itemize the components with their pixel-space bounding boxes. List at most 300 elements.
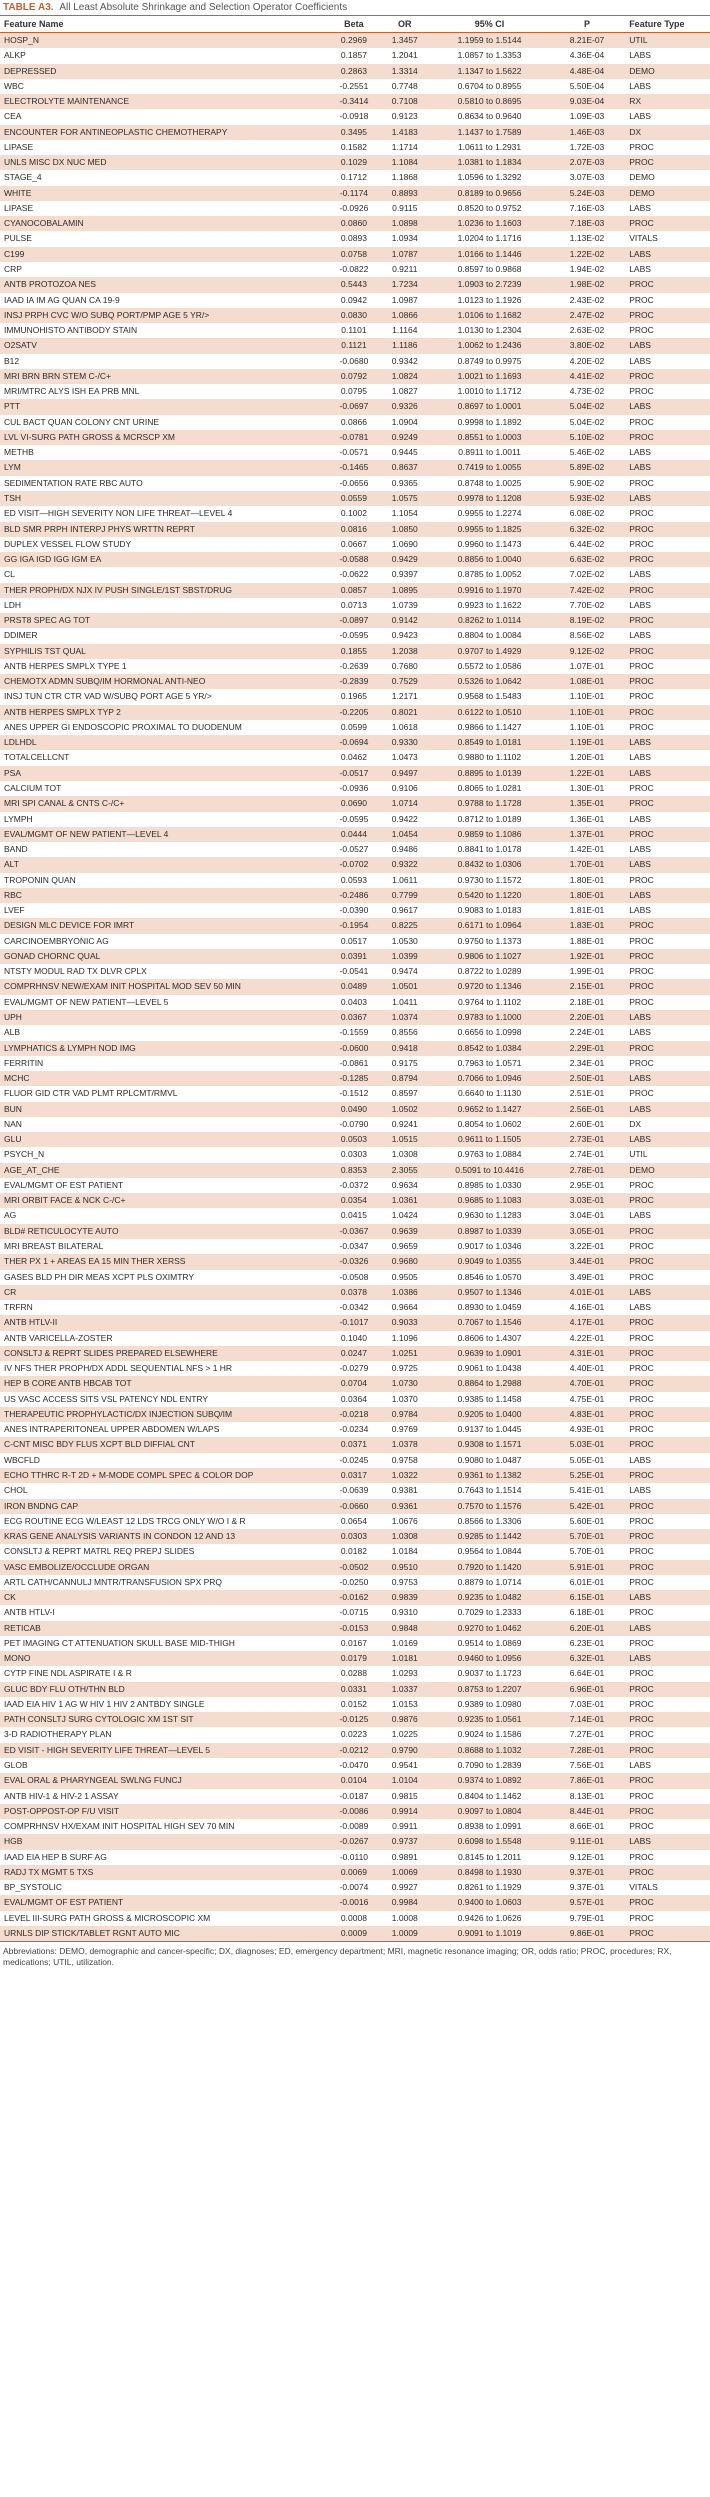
cell-feature-type: PROC [625,277,710,292]
cell-beta: 0.0104 [329,1773,380,1788]
cell-feature-name: NTSTY MODUL RAD TX DLVR CPLX [0,964,329,979]
cell-ci: 0.8864 to 1.2988 [430,1376,549,1391]
cell-ci: 1.0857 to 1.3353 [430,48,549,63]
cell-feature-name: MCHC [0,1071,329,1086]
cell-beta: 0.3495 [329,125,380,140]
cell-feature-type: LABS [625,766,710,781]
cell-ci: 0.8938 to 1.0991 [430,1819,549,1834]
cell-beta: 0.0247 [329,1346,380,1361]
cell-beta: -0.0541 [329,964,380,979]
cell-feature-name: ED VISIT - HIGH SEVERITY LIFE THREAT—LEVEL 5 [0,1743,329,1758]
cell-ci: 0.9507 to 1.1346 [430,1285,549,1300]
table-row [0,94,710,109]
cell-ci: 0.9955 to 1.2274 [430,506,549,521]
cell-feature-type: PROC [625,1086,710,1101]
cell-feature-name: ANTB PROTOZOA NES [0,277,329,292]
cell-feature-type: PROC [625,949,710,964]
cell-beta: -0.0600 [329,1041,380,1056]
table-row [0,1666,710,1681]
cell-or: 1.0904 [379,415,430,430]
cell-or: 1.0502 [379,1102,430,1117]
cell-or: 1.0104 [379,1773,430,1788]
cell-feature-name: AGE_AT_CHE [0,1163,329,1178]
table-row [0,399,710,414]
table-row [0,140,710,155]
cell-beta: -0.0250 [329,1575,380,1590]
cell-feature-type: LABS [625,354,710,369]
cell-feature-type: LABS [625,48,710,63]
cell-ci: 0.8879 to 1.0714 [430,1575,549,1590]
cell-feature-type: PROC [625,1361,710,1376]
cell-or: 0.9839 [379,1590,430,1605]
cell-feature-type: PROC [625,1437,710,1452]
cell-p: 4.40E-01 [549,1361,625,1376]
cell-feature-type: PROC [625,1041,710,1056]
cell-p: 1.99E-01 [549,964,625,979]
cell-beta: 0.0317 [329,1468,380,1483]
table-row [0,1651,710,1666]
cell-ci: 0.7920 to 1.1420 [430,1560,549,1575]
cell-feature-type: PROC [625,1560,710,1575]
table-row [0,201,710,216]
cell-feature-name: POST-OPPOST-OP F/U VISIT [0,1804,329,1819]
cell-ci: 0.8688 to 1.1032 [430,1743,549,1758]
table-row [0,1315,710,1330]
cell-or: 0.9486 [379,842,430,857]
table-row [0,125,710,140]
cell-or: 0.9361 [379,1499,430,1514]
cell-feature-type: PROC [625,1499,710,1514]
cell-p: 1.10E-01 [549,705,625,720]
cell-p: 7.02E-02 [549,567,625,582]
cell-feature-name: URNLS DIP STICK/TABLET RGNT AUTO MIC [0,1926,329,1941]
cell-p: 2.60E-01 [549,1117,625,1132]
cell-ci: 0.9235 to 1.0561 [430,1712,549,1727]
cell-feature-type: UTIL [625,1147,710,1162]
cell-or: 1.0611 [379,873,430,888]
cell-ci: 0.8432 to 1.0306 [430,857,549,872]
cell-beta: 0.1040 [329,1331,380,1346]
cell-p: 3.05E-01 [549,1224,625,1239]
cell-feature-type: LABS [625,1834,710,1849]
cell-or: 1.0399 [379,949,430,964]
cell-ci: 0.9763 to 1.0884 [430,1147,549,1162]
cell-beta: 0.1965 [329,689,380,704]
cell-feature-name: TRFRN [0,1300,329,1315]
cell-beta: 0.0893 [329,231,380,246]
footnote: Abbreviations: DEMO, demographic and cancer-specific; DX, diagnoses; ED, emergency department; MRI, magnetic resonance imaging; OR, odds ratio; PROC, procedures; RX, medications; UTIL, utilization. [0,1941,710,1968]
cell-beta: 0.1582 [329,140,380,155]
cell-p: 9.86E-01 [549,1926,625,1941]
cell-beta: 0.1855 [329,644,380,659]
header-feature-name: Feature Name [4,19,64,29]
cell-feature-name: PATH CONSLTJ SURG CYTOLOGIC XM 1ST SIT [0,1712,329,1727]
table-row [0,1163,710,1178]
cell-ci: 0.8722 to 1.0289 [430,964,549,979]
cell-feature-name: EVAL/MGMT OF NEW PATIENT—LEVEL 4 [0,827,329,842]
cell-beta: 0.2863 [329,64,380,79]
cell-p: 6.08E-02 [549,506,625,521]
cell-p: 5.89E-02 [549,460,625,475]
table-row [0,796,710,811]
cell-beta: 0.1712 [329,170,380,185]
cell-p: 2.29E-01 [549,1041,625,1056]
table-row [0,1392,710,1407]
cell-ci: 0.9205 to 1.0400 [430,1407,549,1422]
cell-ci: 0.7067 to 1.1546 [430,1315,549,1330]
cell-p: 4.41E-02 [549,369,625,384]
cell-or: 0.9541 [379,1758,430,1773]
cell-ci: 0.6171 to 1.0964 [430,918,549,933]
cell-or: 0.9617 [379,903,430,918]
cell-or: 0.9249 [379,430,430,445]
cell-feature-type: PROC [625,1682,710,1697]
cell-beta: 0.0942 [329,293,380,308]
cell-feature-type: PROC [625,323,710,338]
table-row [0,827,710,842]
cell-or: 0.9680 [379,1254,430,1269]
cell-feature-name: DDIMER [0,628,329,643]
cell-p: 1.13E-02 [549,231,625,246]
cell-feature-name: TROPONIN QUAN [0,873,329,888]
cell-feature-name: ALB [0,1025,329,1040]
cell-feature-name: PRST8 SPEC AG TOT [0,613,329,628]
cell-beta: 0.0758 [329,247,380,262]
cell-feature-type: LABS [625,1208,710,1223]
table-row [0,1025,710,1040]
cell-or: 0.7529 [379,674,430,689]
cell-ci: 0.9568 to 1.5483 [430,689,549,704]
cell-beta: -0.1954 [329,918,380,933]
cell-or: 0.8893 [379,186,430,201]
cell-beta: 0.0667 [329,537,380,552]
table-row [0,216,710,231]
cell-feature-type: LABS [625,842,710,857]
cell-beta: -0.0936 [329,781,380,796]
table-row [0,1071,710,1086]
table-row [0,949,710,964]
cell-beta: -0.0622 [329,567,380,582]
table-row [0,1254,710,1269]
cell-feature-type: DX [625,125,710,140]
cell-feature-type: LABS [625,812,710,827]
cell-feature-name: METHB [0,445,329,460]
table-row [0,415,710,430]
cell-ci: 1.0106 to 1.1682 [430,308,549,323]
table-row [0,506,710,521]
table-row [0,552,710,567]
cell-beta: 0.0490 [329,1102,380,1117]
cell-feature-type: LABS [625,1025,710,1040]
table-row [0,430,710,445]
cell-or: 0.9510 [379,1560,430,1575]
cell-beta: 0.0223 [329,1727,380,1742]
cell-feature-name: US VASC ACCESS SITS VSL PATENCY NDL ENTRY [0,1392,329,1407]
cell-beta: 0.2969 [329,33,380,49]
cell-p: 1.36E-01 [549,812,625,827]
cell-p: 4.20E-02 [549,354,625,369]
cell-ci: 0.8606 to 1.4307 [430,1331,549,1346]
cell-ci: 0.8753 to 1.2207 [430,1682,549,1697]
cell-feature-name: LYMPH [0,812,329,827]
cell-p: 6.44E-02 [549,537,625,552]
cell-feature-name: FLUOR GID CTR VAD PLMT RPLCMT/RMVL [0,1086,329,1101]
cell-feature-name: C-CNT MISC BDY FLUS XCPT BLD DIFFIAL CNT [0,1437,329,1452]
cell-p: 7.70E-02 [549,598,625,613]
cell-or: 1.0169 [379,1636,430,1651]
cell-p: 5.10E-02 [549,430,625,445]
table-row [0,842,710,857]
cell-beta: -0.0016 [329,1895,380,1910]
table-row [0,109,710,124]
cell-ci: 0.8987 to 1.0339 [430,1224,549,1239]
table-row [0,873,710,888]
table-row [0,1773,710,1788]
cell-p: 3.04E-01 [549,1208,625,1223]
cell-beta: -0.0595 [329,812,380,827]
cell-or: 1.4183 [379,125,430,140]
cell-feature-type: PROC [625,1636,710,1651]
cell-ci: 0.8911 to 1.0011 [430,445,549,460]
cell-ci: 0.5091 to 10.4416 [430,1163,549,1178]
cell-or: 1.0866 [379,308,430,323]
cell-p: 2.78E-01 [549,1163,625,1178]
cell-feature-name: GLOB [0,1758,329,1773]
cell-feature-name: MRI BREAST BILATERAL [0,1239,329,1254]
cell-or: 0.9310 [379,1605,430,1620]
cell-p: 5.46E-02 [549,445,625,460]
cell-feature-name: ECHO TTHRC R-T 2D + M-MODE COMPL SPEC & COLOR DOP [0,1468,329,1483]
cell-ci: 0.8262 to 1.0114 [430,613,549,628]
cell-beta: 0.0364 [329,1392,380,1407]
cell-beta: -0.0342 [329,1300,380,1315]
cell-feature-name: CARCINOEMBRYONIC AG [0,934,329,949]
cell-feature-name: UPH [0,1010,329,1025]
cell-ci: 1.0381 to 1.1834 [430,155,549,170]
cell-p: 7.14E-01 [549,1712,625,1727]
cell-beta: -0.0527 [329,842,380,857]
cell-or: 0.9142 [379,613,430,628]
cell-feature-name: CHOL [0,1483,329,1498]
cell-feature-type: UTIL [625,33,710,49]
cell-feature-type: PROC [625,1850,710,1865]
cell-or: 1.7234 [379,277,430,292]
cell-feature-name: IAAD EIA HEP B SURF AG [0,1850,329,1865]
cell-feature-name: CALCIUM TOT [0,781,329,796]
cell-feature-name: EVAL/MGMT OF EST PATIENT [0,1895,329,1910]
cell-or: 1.3314 [379,64,430,79]
cell-feature-name: CHEMOTX ADMN SUBQ/IM HORMONAL ANTI-NEO [0,674,329,689]
cell-feature-type: PROC [625,1605,710,1620]
cell-feature-name: AG [0,1208,329,1223]
cell-ci: 0.8065 to 1.0281 [430,781,549,796]
cell-feature-type: PROC [625,384,710,399]
cell-feature-type: PROC [625,1789,710,1804]
cell-ci: 0.6656 to 1.0998 [430,1025,549,1040]
cell-p: 2.56E-01 [549,1102,625,1117]
cell-or: 1.0787 [379,247,430,262]
cell-or: 0.9365 [379,476,430,491]
cell-or: 1.0714 [379,796,430,811]
cell-or: 1.2041 [379,48,430,63]
cell-feature-name: WBC [0,79,329,94]
cell-feature-name: CK [0,1590,329,1605]
cell-feature-type: PROC [625,873,710,888]
cell-feature-name: RADJ TX MGMT 5 TXS [0,1865,329,1880]
table-title [0,0,710,15]
cell-p: 1.30E-01 [549,781,625,796]
cell-feature-type: PROC [625,1407,710,1422]
cell-beta: 0.1857 [329,48,380,63]
cell-feature-name: THER PX 1 + AREAS EA 15 MIN THER XERSS [0,1254,329,1269]
table-row [0,1514,710,1529]
cell-beta: -0.1174 [329,186,380,201]
cell-feature-name: WHITE [0,186,329,201]
cell-feature-name: LDH [0,598,329,613]
cell-feature-type: PROC [625,537,710,552]
cell-ci: 0.8785 to 1.0052 [430,567,549,582]
cell-p: 9.03E-04 [549,94,625,109]
table-row [0,918,710,933]
cell-p: 2.73E-01 [549,1132,625,1147]
cell-p: 1.70E-01 [549,857,625,872]
table-row [0,155,710,170]
cell-feature-name: LIPASE [0,201,329,216]
table-row [0,628,710,643]
cell-beta: 0.1002 [329,506,380,521]
cell-beta: -0.0086 [329,1804,380,1819]
cell-p: 4.16E-01 [549,1300,625,1315]
table-row [0,1270,710,1285]
cell-feature-name: GLU [0,1132,329,1147]
cell-or: 1.0898 [379,216,430,231]
cell-or: 0.9033 [379,1315,430,1330]
table-row [0,766,710,781]
cell-p: 6.63E-02 [549,552,625,567]
cell-feature-type: DX [625,1117,710,1132]
cell-p: 7.42E-02 [549,583,625,598]
cell-feature-name: RETICAB [0,1621,329,1636]
cell-feature-name: HEP B CORE ANTB HBCAB TOT [0,1376,329,1391]
cell-feature-type: PROC [625,934,710,949]
table-row [0,659,710,674]
cell-ci: 1.1347 to 1.5622 [430,64,549,79]
cell-beta: 0.0860 [329,216,380,231]
cell-beta: 0.0303 [329,1147,380,1162]
cell-feature-type: LABS [625,598,710,613]
cell-feature-name: CEA [0,109,329,124]
cell-feature-type: PROC [625,216,710,231]
cell-beta: 0.0391 [329,949,380,964]
cell-feature-type: LABS [625,857,710,872]
cell-feature-type: LABS [625,1102,710,1117]
cell-feature-name: GONAD CHORNC QUAL [0,949,329,964]
cell-feature-name: ANES UPPER GI ENDOSCOPIC PROXIMAL TO DUODENUM [0,720,329,735]
cell-p: 2.24E-01 [549,1025,625,1040]
cell-or: 1.1084 [379,155,430,170]
cell-or: 1.1096 [379,1331,430,1346]
cell-or: 1.0454 [379,827,430,842]
cell-or: 0.9769 [379,1422,430,1437]
cell-beta: -0.0110 [329,1850,380,1865]
cell-or: 0.9911 [379,1819,430,1834]
table-row [0,1682,710,1697]
cell-ci: 0.9017 to 1.0346 [430,1239,549,1254]
cell-ci: 0.6122 to 1.0510 [430,705,549,720]
cell-feature-name: COMPRHNSV NEW/EXAM INIT HOSPITAL MOD SEV 50 MIN [0,979,329,994]
cell-or: 1.0424 [379,1208,430,1223]
cell-beta: -0.0571 [329,445,380,460]
cell-beta: -0.3414 [329,94,380,109]
cell-feature-name: ENCOUNTER FOR ANTINEOPLASTIC CHEMOTHERAPY [0,125,329,140]
cell-beta: -0.2486 [329,888,380,903]
cell-ci: 0.9024 to 1.1586 [430,1727,549,1742]
cell-p: 1.22E-01 [549,766,625,781]
cell-beta: -0.0187 [329,1789,380,1804]
cell-ci: 1.0204 to 1.1716 [430,231,549,246]
cell-p: 4.48E-04 [549,64,625,79]
cell-feature-type: PROC [625,1254,710,1269]
cell-beta: -0.0656 [329,476,380,491]
header-beta: Beta [344,19,364,29]
cell-p: 1.92E-01 [549,949,625,964]
cell-or: 0.9876 [379,1712,430,1727]
cell-p: 2.95E-01 [549,1178,625,1193]
cell-ci: 0.9639 to 1.0901 [430,1346,549,1361]
table-row [0,323,710,338]
cell-ci: 1.0611 to 1.2931 [430,140,549,155]
table-row [0,445,710,460]
table-row [0,689,710,704]
cell-ci: 0.9235 to 1.0482 [430,1590,549,1605]
cell-p: 4.17E-01 [549,1315,625,1330]
cell-or: 0.9175 [379,1056,430,1071]
cell-feature-name: GLUC BDY FLU OTH/THN BLD [0,1682,329,1697]
cell-feature-type: PROC [625,1392,710,1407]
cell-feature-name: LYMPHATICS & LYMPH NOD IMG [0,1041,329,1056]
cell-feature-name: MRI/MTRC ALYS ISH EA PRB MNL [0,384,329,399]
table-row [0,338,710,353]
cell-or: 0.9326 [379,399,430,414]
table-row [0,308,710,323]
cell-beta: 0.0444 [329,827,380,842]
cell-feature-name: PSYCH_N [0,1147,329,1162]
cell-or: 0.9418 [379,1041,430,1056]
table-row [0,781,710,796]
table-row [0,1697,710,1712]
cell-or: 1.0181 [379,1651,430,1666]
cell-p: 1.08E-01 [549,674,625,689]
cell-p: 1.72E-03 [549,140,625,155]
cell-or: 0.9848 [379,1621,430,1636]
cell-ci: 0.9923 to 1.1622 [430,598,549,613]
cell-feature-type: PROC [625,140,710,155]
cell-p: 7.03E-01 [549,1697,625,1712]
cell-feature-name: CONSLTJ & REPRT SLIDES PREPARED ELSEWHERE [0,1346,329,1361]
table-row [0,48,710,63]
cell-p: 3.49E-01 [549,1270,625,1285]
cell-beta: -0.2639 [329,659,380,674]
cell-or: 0.9211 [379,262,430,277]
cell-feature-type: PROC [625,1193,710,1208]
cell-or: 1.0515 [379,1132,430,1147]
header-or: OR [398,19,412,29]
table-row [0,384,710,399]
cell-feature-name: THERAPEUTIC PROPHYLACTIC/DX INJECTION SUBQ/IM [0,1407,329,1422]
cell-ci: 0.8748 to 1.0025 [430,476,549,491]
cell-ci: 0.9460 to 1.0956 [430,1651,549,1666]
cell-beta: 0.0403 [329,995,380,1010]
